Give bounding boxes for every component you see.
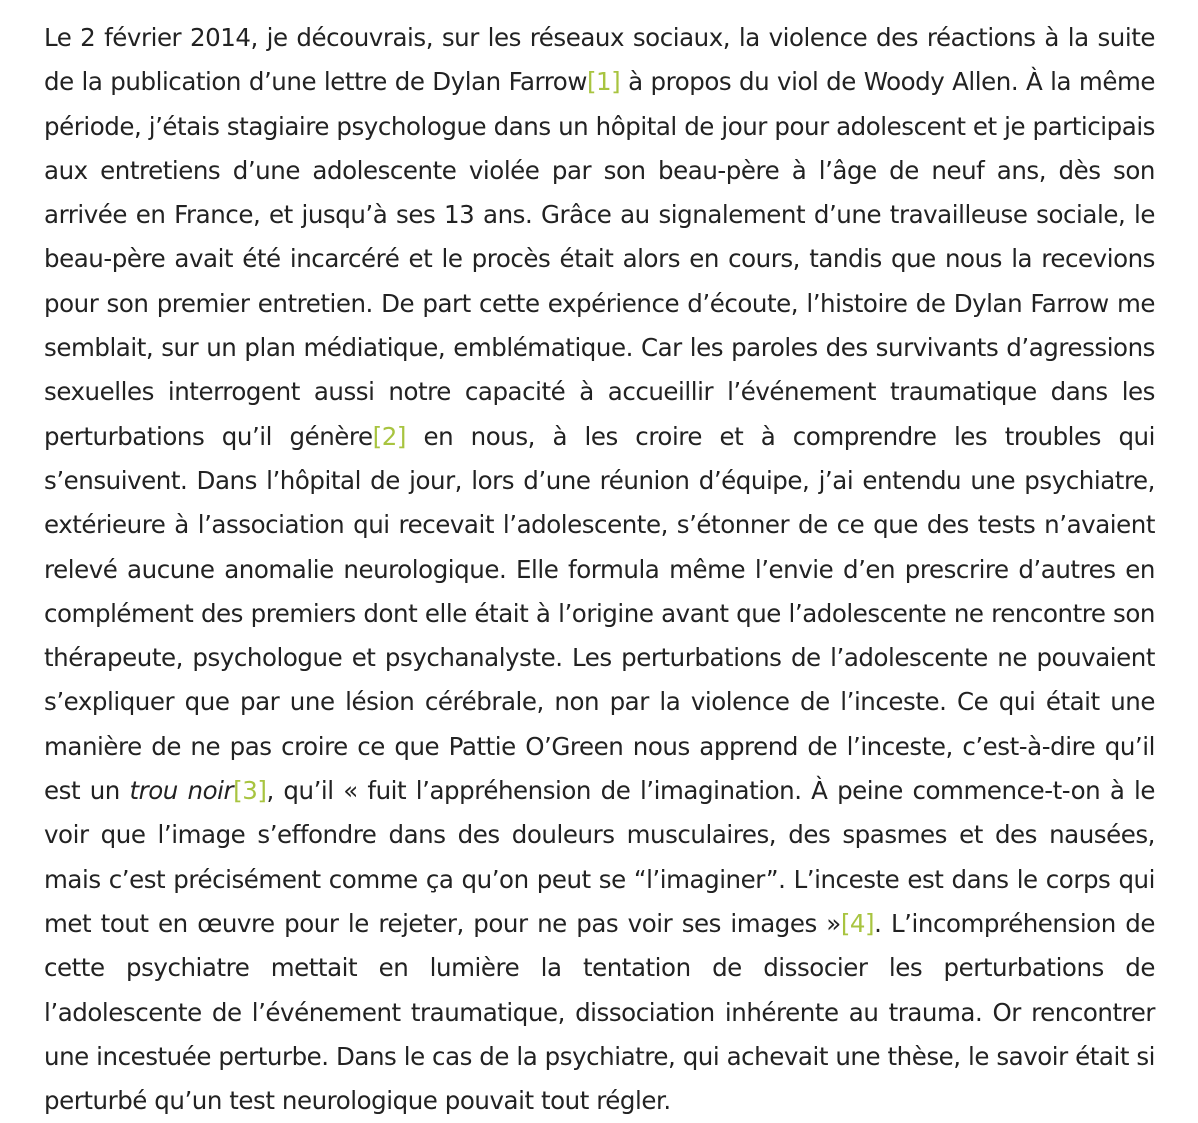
text-segment: en nous, à les croire et à comprendre les troubles qui s’ensuivent. Dans l’hôpital de jour, lors d’une réunion d’équipe, j’ai entendu une psychiatre, extérieure à l’association qui recevait l’adolescente, s’étonner de ce que des tests n’avaient relevé aucune anomalie neurologique. Elle formula même l’envie d’en prescrire d’autres en complément des premiers dont elle était à l’origine avant que l’adolescente ne rencontre son thérapeute, psychologue et psychanalyste. Les perturbations de l’adolescente ne pouvaient s’expliquer que par une lésion cérébrale, non par la violence de l’inceste. Ce qui était une manière de ne pas croire ce que Pattie O’Green nous apprend de l’inceste, c’est-à-dire qu’il est un	[44, 421, 1155, 806]
footnote-link-3[interactable]: [3]	[233, 776, 267, 806]
body-paragraph	[44, 16, 1155, 1123]
footnote-link-4[interactable]: [4]	[840, 908, 875, 938]
article-body	[44, 16, 1155, 1123]
text-segment: à propos du viol de Woody Allen. À la même période, j’étais stagiaire psychologue dans un hôpital de jour pour adolescent et je participais aux entretiens d’une adolescente violée par son beau-père à l’âge de neuf ans, dès son arrivée en France, et jusqu’à ses 13 ans. Grâce au signalement d’une travailleuse sociale, le beau-père avait été incarcéré et le procès était alors en cours, tandis que nous la recevions pour son premier entretien. De part cette expérience d’écoute, l’histoire de Dylan Farrow me semblait, sur un plan médiatique, emblématique. Car les paroles des survivants d’agressions sexuelles interrogent aussi notre capacité à accueillir l’événement traumatique dans les perturbations qu’il génère	[44, 67, 1155, 451]
footnote-link-2[interactable]: [2]	[372, 421, 406, 451]
text-segment: . L’incompréhension de cette psychiatre mettait en lumière la tentation de dissocier les perturbations de l’adolescente de l’événement traumatique, dissociation inhérente au trauma. Or rencontrer une incestuée perturbe. Dans le cas de la psychiatre, qui achevait une thèse, le savoir était si perturbé qu’un test neurologique pouvait tout régler.	[44, 908, 1155, 1116]
footnote-link-1[interactable]: [1]	[586, 67, 621, 97]
text-segment: , qu’il « fuit l’appréhension de l’imagination. À peine commence-t-on à le voir que l’image s’effondre dans des douleurs musculaires, des spasmes et des nausées, mais c’est précisément comme ça qu’on peut se “l’imaginer”. L’inceste est dans le corps qui met tout en œuvre pour le rejeter, pour ne pas voir ses images »	[44, 776, 1155, 938]
text-segment: Le 2 février 2014, je découvrais, sur les réseaux sociaux, la violence des réactions à la suite de la publication d’une lettre de Dylan Farrow	[44, 23, 1155, 97]
emphasis-text: trou noir	[129, 776, 234, 806]
